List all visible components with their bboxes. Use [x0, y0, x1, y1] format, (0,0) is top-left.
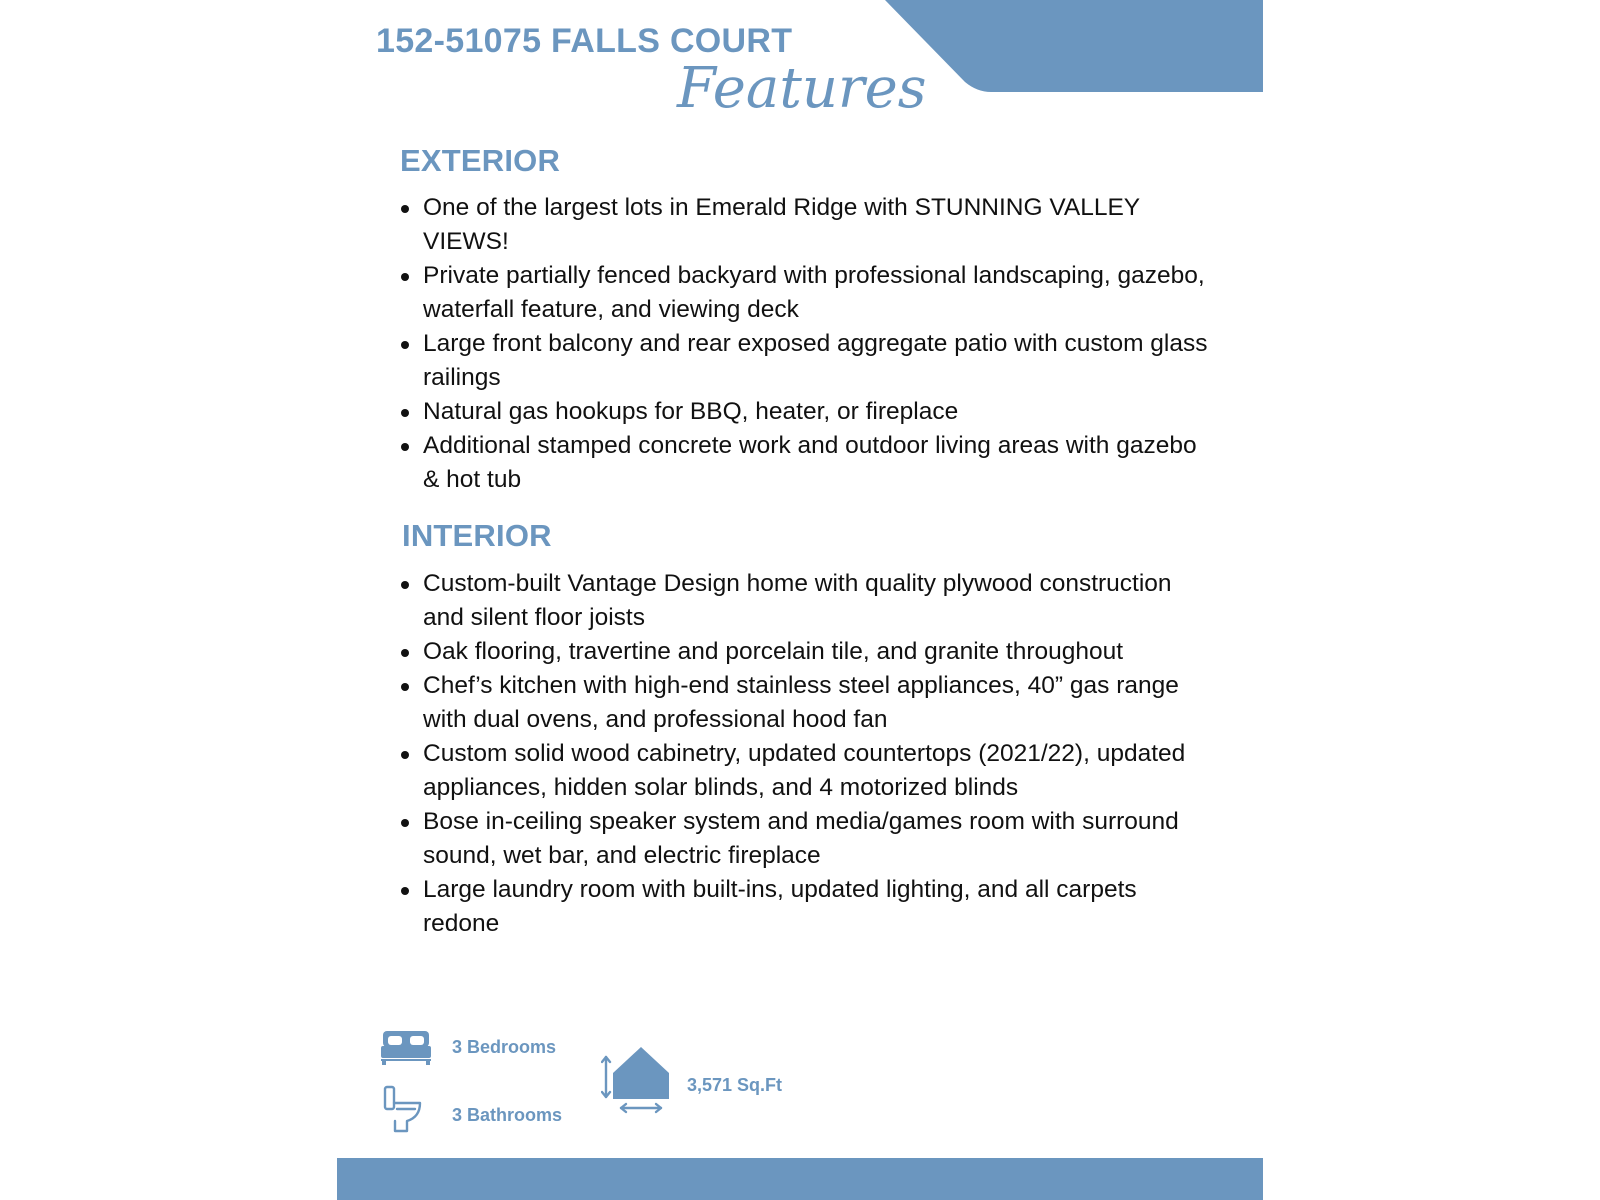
list-item: One of the largest lots in Emerald Ridge with STUNNING VALLEY VIEWS!: [400, 191, 1215, 259]
list-item: Chef’s kitchen with high-end stainless steel appliances, 40” gas range with dual ovens, and professional hood fan: [400, 669, 1215, 737]
interior-list: [400, 567, 1215, 941]
list-item: Natural gas hookups for BBQ, heater, or fireplace: [400, 395, 1215, 429]
list-item: Large front balcony and rear exposed aggregate patio with custom glass railings: [400, 327, 1215, 395]
interior-heading: INTERIOR: [402, 518, 552, 553]
bedrooms-count: 3 Bedrooms: [452, 1037, 557, 1057]
property-address: 152-51075 FALLS COURT: [376, 22, 793, 60]
corner-decoration: [885, 0, 1263, 92]
toilet-icon: [383, 1085, 423, 1133]
list-item: Additional stamped concrete work and outdoor living areas with gazebo & hot tub: [400, 429, 1215, 497]
list-item: Oak flooring, travertine and porcelain tile, and granite throughout: [400, 635, 1215, 669]
bathrooms-count: 3 Bathrooms: [452, 1105, 563, 1125]
bed-icon: [379, 1028, 433, 1066]
feature-sheet: [337, 0, 1263, 1200]
list-item: Custom solid wood cabinetry, updated countertops (2021/22), updated appliances, hidden solar blinds, and 4 motorized blinds: [400, 737, 1215, 805]
features-script-title: Features: [677, 56, 927, 121]
list-item: Large laundry room with built-ins, updated lighting, and all carpets redone: [400, 873, 1215, 941]
list-item: Bose in-ceiling speaker system and media/games room with surround sound, wet bar, and electric fireplace: [400, 805, 1215, 873]
list-item: Private partially fenced backyard with professional landscaping, gazebo, waterfall feature, and viewing deck: [400, 259, 1215, 327]
house-dimensions-icon: [601, 1045, 675, 1115]
exterior-heading: EXTERIOR: [400, 143, 561, 178]
list-item: Custom-built Vantage Design home with quality plywood construction and silent floor joists: [400, 567, 1215, 635]
area-value: 3,571 Sq.Ft: [687, 1075, 783, 1095]
footer-bar: [337, 1158, 1263, 1200]
exterior-list: [400, 191, 1215, 497]
